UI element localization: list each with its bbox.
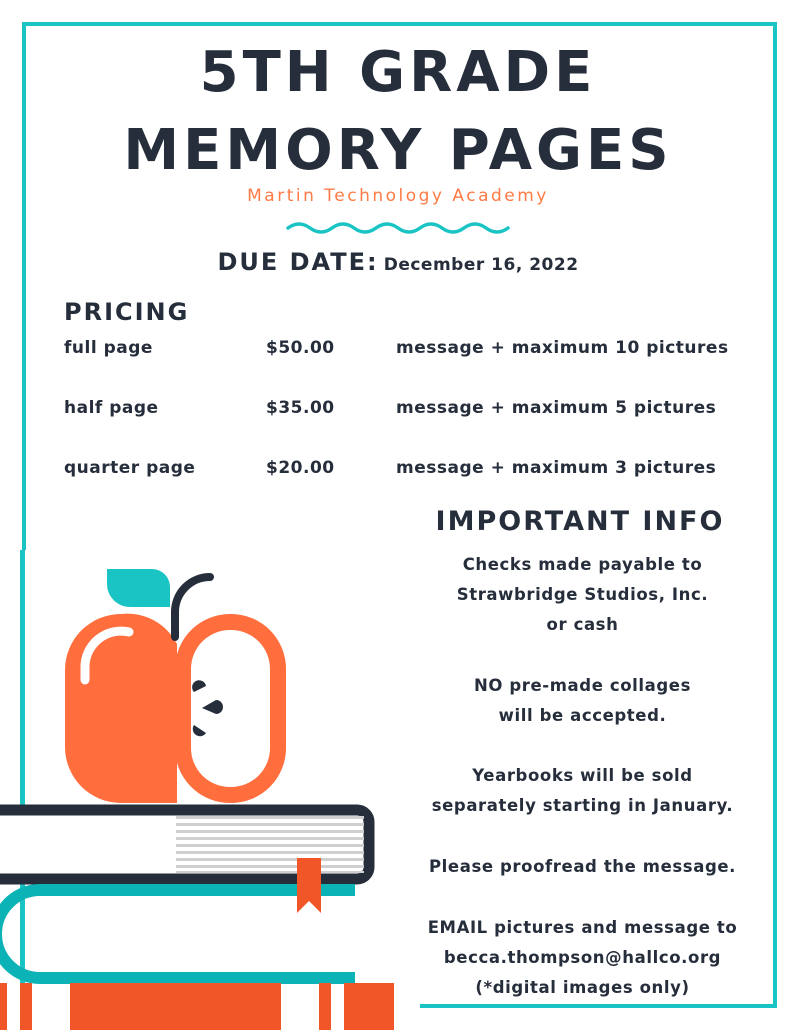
info-line: (*digital images only) xyxy=(475,978,690,997)
page-size: half page xyxy=(64,398,159,418)
description: message + maximum 3 pictures xyxy=(396,458,717,478)
page-size: quarter page xyxy=(64,458,196,478)
leaf-icon xyxy=(107,569,170,607)
info-line: will be accepted. xyxy=(498,706,667,725)
due-date-value: December 16, 2022 xyxy=(383,255,579,275)
price: $20.00 xyxy=(266,458,335,478)
important-info-heading: IMPORTANT INFO xyxy=(435,506,725,537)
wave-divider xyxy=(285,220,511,236)
info-line: separately starting in January. xyxy=(431,796,734,815)
title-line-1: 5TH GRADE xyxy=(199,40,597,105)
info-line: NO pre-made collages xyxy=(473,676,692,695)
price: $35.00 xyxy=(266,398,335,418)
school-name: Martin Technology Academy xyxy=(247,186,549,206)
info-line: Strawbridge Studios, Inc. xyxy=(456,585,709,604)
info-line: Yearbooks will be sold xyxy=(472,766,693,785)
price: $50.00 xyxy=(266,338,335,358)
info-line: or cash xyxy=(546,615,619,634)
info-line: Checks made payable to xyxy=(462,555,703,574)
due-date xyxy=(0,248,796,276)
page-size: full page xyxy=(64,338,153,358)
info-line[interactable]: becca.thompson@hallco.org xyxy=(443,948,722,967)
info-line: Please proofread the message. xyxy=(428,857,737,876)
description: message + maximum 10 pictures xyxy=(396,338,729,358)
description: message + maximum 5 pictures xyxy=(396,398,717,418)
info-line: EMAIL pictures and message to xyxy=(427,918,738,937)
pricing-heading: PRICING xyxy=(64,298,190,326)
due-date-label: DUE DATE: xyxy=(217,248,379,276)
apple-and-books-illustration xyxy=(0,550,420,1030)
title-line-2: MEMORY PAGES xyxy=(123,118,673,183)
